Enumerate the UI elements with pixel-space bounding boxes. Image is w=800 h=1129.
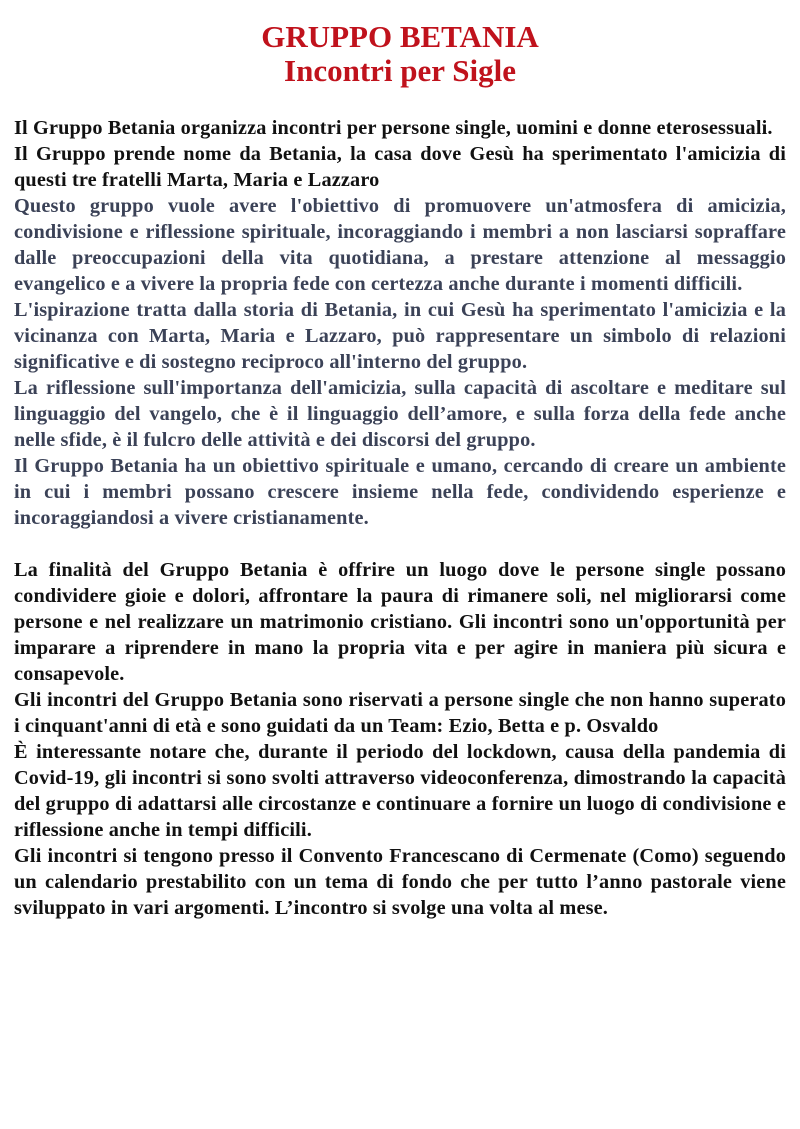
paragraph-name-origin: Il Gruppo prende nome da Betania, la casa dove Gesù ha sperimentato l'amicizia di questi tre fratelli Marta, Maria e Lazzaro (14, 143, 786, 191)
paragraph-reflection: La riflessione sull'importanza dell'amicizia, sulla capacità di ascoltare e meditare sul linguaggio del vangelo, che è il linguaggio dell’amore, e sulla forza della fede anche nelle sfide, è il fulcro delle attività e dei discorsi del gruppo. (14, 377, 786, 451)
paragraph-intro: Il Gruppo Betania organizza incontri per persone single, uomini e donne eterosessuali. (14, 117, 773, 139)
section-divider (14, 531, 786, 557)
paragraph-inspiration: L'ispirazione tratta dalla storia di Betania, in cui Gesù ha sperimentato l'amicizia e la vicinanza con Marta, Maria e Lazzaro, può rappresentare un simbolo di relazioni significative e di sostegno reciproco all'interno del gruppo. (14, 299, 786, 373)
paragraph-location: Gli incontri si tengono presso il Convento Francescano di Cermenate (Como) seguendo un calendario prestabilito con un tema di fondo che per tutto l’anno pastorale viene sviluppato in vari argomenti. L’incontro si svolge una volta al mese. (14, 845, 786, 919)
title-block (14, 20, 786, 88)
paragraph-spiritual-goal: Il Gruppo Betania ha un obiettivo spirituale e umano, cercando di creare un ambiente in cui i membri possano crescere insieme nella fede, condividendo esperienze e incoraggiandosi a vivere cristianamente. (14, 455, 786, 529)
document-title: GRUPPO BETANIA (261, 19, 539, 54)
document-subtitle: Incontri per Sigle (284, 53, 516, 88)
paragraph-purpose: La finalità del Gruppo Betania è offrire un luogo dove le persone single possano condividere gioie e dolori, affrontare la paura di rimanere soli, nel migliorarsi come persone e nel realizzare un matrimonio cristiano. Gli incontri sono un'opportunità per imparare a riprendere in mano la propria vita e per agire in maniera più sicura e consapevole. (14, 559, 786, 685)
paragraph-objective: Questo gruppo vuole avere l'obiettivo di promuovere un'atmosfera di amicizia, condivisione e riflessione spirituale, incoraggiando i membri a non lasciarsi sopraffare dalle preoccupazioni della vita quotidiana, a prestare attenzione al messaggio evangelico e a vivere la propria fede con certezza anche durante i momenti difficili. (14, 195, 786, 295)
paragraph-eligibility: Gli incontri del Gruppo Betania sono riservati a persone single che non hanno superato i cinquant'anni di età e sono guidati da un Team: Ezio, Betta e p. Osvaldo (14, 689, 786, 737)
paragraph-lockdown: È interessante notare che, durante il periodo del lockdown, causa della pandemia di Covid-19, gli incontri si sono svolti attraverso videoconferenza, dimostrando la capacità del gruppo di adattarsi alle circostanze e continuare a fornire un luogo di condivisione e riflessione anche in tempi difficili. (14, 741, 786, 841)
